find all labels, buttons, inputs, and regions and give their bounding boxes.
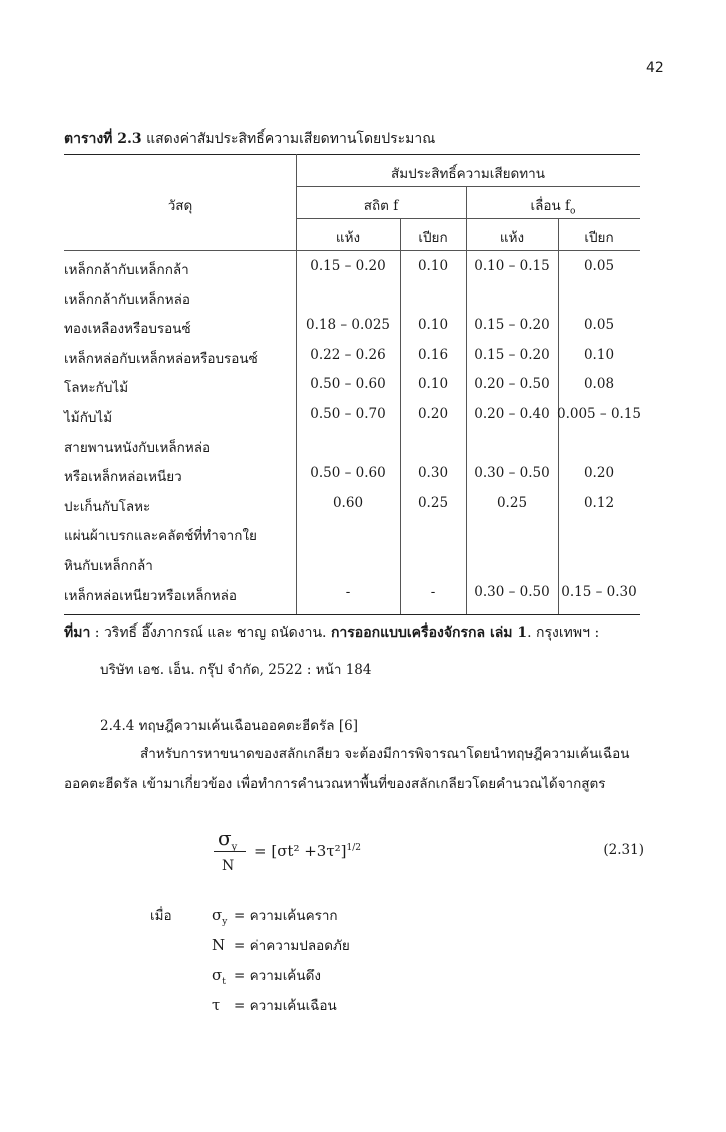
where-label: เมื่อ <box>150 908 172 924</box>
formula-numerator <box>218 826 237 853</box>
material-cell: หินกับเหล็กกล้า <box>64 558 153 574</box>
static-dry-cell: 0.50 – 0.60 <box>310 376 386 393</box>
material-cell: หรือเหล็กหล่อเหนียว <box>64 469 182 486</box>
table-source <box>64 622 599 644</box>
header-sliding-subscript: o <box>570 206 576 217</box>
formula-2-31 <box>214 826 644 882</box>
table-caption-text: แสดงค่าสัมประสิทธิ์ความเสียดทานโดยประมาณ <box>146 131 436 147</box>
sliding-dry-cell: 0.20 – 0.40 <box>474 406 550 422</box>
header-coefficient-group: สัมประสิทธิ์ความเสียดทาน <box>391 166 545 182</box>
header-sub-rule <box>296 218 640 219</box>
definition-symbol-subscript: t <box>222 977 226 987</box>
definition-text: = ค่าความปลอดภัย <box>234 938 350 954</box>
sliding-dry-cell: 0.15 – 0.20 <box>474 346 550 363</box>
header-material: วัสดุ <box>167 198 193 214</box>
material-cell: โลหะกับไม้ <box>64 380 129 397</box>
table-caption <box>64 128 435 150</box>
header-static: สถิต f <box>363 198 399 214</box>
static-dry-cell: 0.18 – 0.025 <box>305 317 391 334</box>
header-group-rule <box>296 186 640 187</box>
sliding-dry-cell: 0.10 – 0.15 <box>474 258 550 274</box>
definition-symbol-char: N <box>212 936 226 954</box>
sliding-dry-cell: 0.30 – 0.50 <box>474 465 550 482</box>
definition-symbol <box>212 906 234 927</box>
material-cell: เหล็กกล้ากับเหล็กกล้า <box>64 262 189 278</box>
static-dry-cell: - <box>345 583 351 600</box>
header-static-dry: แห้ง <box>335 230 361 246</box>
static-dry-cell: 0.50 – 0.70 <box>310 406 386 422</box>
header-sliding-dry: แห้ง <box>499 230 525 246</box>
friction-coefficient-table <box>64 154 640 614</box>
definition-symbol <box>212 936 234 954</box>
material-cell: เหล็กหล่อกับเหล็กหล่อหรือบรอนซ์ <box>64 350 258 367</box>
header-sliding-wet: เปียก <box>584 230 614 246</box>
definition-row <box>212 994 337 1016</box>
header-sliding <box>531 194 576 217</box>
definition-symbol-char: σ <box>212 906 223 924</box>
formula-denominator: N <box>222 858 235 874</box>
static-dry-cell: 0.15 – 0.20 <box>310 258 386 274</box>
table-bottom-rule <box>64 614 640 615</box>
header-sliding-text: เลื่อน f <box>530 198 571 214</box>
definition-symbol <box>212 966 234 987</box>
static-wet-cell: 0.25 <box>417 494 449 511</box>
header-bottom-rule <box>64 250 640 251</box>
definition-symbol <box>212 996 234 1014</box>
definition-text: = ความเค้นเฉือน <box>234 998 337 1014</box>
paragraph-line-1: สำหรับการหาขนาดของสลักเกลียว จะต้องมีการพิจารณาโดยนำทฤษฎีความเค้นเฉือน <box>140 746 630 762</box>
source-title: การออกแบบเครื่องจักรกล เล่ม 1 <box>330 625 528 641</box>
sliding-dry-cell: 0.15 – 0.20 <box>474 317 550 334</box>
formula-rhs <box>254 842 361 860</box>
material-cell: เหล็กกล้ากับเหล็กหล่อ <box>64 291 190 308</box>
static-wet-cell: 0.20 <box>417 406 449 422</box>
static-dry-cell: 0.22 – 0.26 <box>310 346 386 363</box>
source-place: . กรุงเทพฯ : <box>527 625 600 641</box>
material-cell: เหล็กหล่อเหนียวหรือเหล็กหล่อ <box>64 587 237 604</box>
section-heading: 2.4.4 ทฤษฎีความเค้นเฉือนออคตะฮีดรัล [6] <box>100 718 358 734</box>
paragraph-line-2: ออคตะฮีดรัล เข้ามาเกี่ยวข้อง เพื่อทำการคำนวณหาพื้นที่ของสลักเกลียวโดยคำนวณได้จากสูตร <box>64 776 606 792</box>
sliding-dry-cell: 0.25 <box>496 494 528 511</box>
sliding-wet-cell: 0.20 <box>583 465 615 482</box>
static-dry-cell: 0.60 <box>332 494 364 511</box>
formula-numerator-symbol: σ <box>218 826 232 850</box>
static-wet-cell: 0.16 <box>417 346 449 363</box>
static-wet-cell: 0.10 <box>417 317 449 334</box>
definition-text: = ความเค้นคราก <box>234 908 338 924</box>
equation-number: (2.31) <box>603 842 644 858</box>
column-divider <box>400 218 401 614</box>
column-divider <box>466 186 467 614</box>
definition-row <box>212 964 321 987</box>
static-dry-cell: 0.50 – 0.60 <box>310 465 386 482</box>
definition-row <box>212 934 350 956</box>
sliding-dry-cell: 0.20 – 0.50 <box>474 376 550 393</box>
sliding-wet-cell: 0.10 <box>583 346 615 363</box>
source-authors: : วริทธิ์ อึ๊งภากรณ์ และ ชาญ ถนัดงาน. <box>90 625 331 641</box>
sliding-wet-cell: 0.15 – 0.30 <box>561 583 637 600</box>
static-wet-cell: 0.30 <box>417 465 449 482</box>
static-wet-cell: - <box>430 583 436 600</box>
sliding-wet-cell: 0.12 <box>583 494 615 511</box>
material-cell: แผ่นผ้าเบรกและคลัตช์ที่ทำจากใย <box>64 528 257 545</box>
definition-symbol-char: τ <box>212 996 221 1014</box>
sliding-wet-cell: 0.05 <box>583 317 615 334</box>
table-caption-label: ตารางที่ 2.3 <box>64 131 142 147</box>
sliding-wet-cell: 0.05 <box>583 258 615 274</box>
definition-symbol-char: σ <box>212 966 223 984</box>
source-label: ที่มา <box>64 625 91 641</box>
source-publisher: บริษัท เอช. เอ็น. กรุ๊ป จำกัด, 2522 : หน้า 184 <box>100 662 372 678</box>
static-wet-cell: 0.10 <box>417 376 449 393</box>
formula-rhs-expression: = [σt² +3τ²] <box>254 842 347 860</box>
sliding-wet-cell: 0.08 <box>583 376 615 393</box>
fraction-bar <box>214 851 246 852</box>
material-cell: ไม้กับไม้ <box>64 410 113 426</box>
material-cell: ปะเก็นกับโลหะ <box>64 498 151 515</box>
definition-text: = ความเค้นดึง <box>234 968 321 984</box>
definition-row <box>212 904 338 927</box>
table-top-rule <box>64 154 640 155</box>
formula-exponent: 1/2 <box>346 843 361 853</box>
material-cell: ทองเหลืองหรือบรอนซ์ <box>64 321 191 338</box>
formula-numerator-subscript: y <box>231 842 238 853</box>
header-static-wet: เปียก <box>418 230 448 246</box>
sliding-dry-cell: 0.30 – 0.50 <box>474 583 550 600</box>
sliding-wet-cell: 0.005 – 0.15 <box>556 406 642 422</box>
material-cell: สายพานหนังกับเหล็กหล่อ <box>64 439 211 456</box>
column-divider <box>296 154 297 614</box>
page-number: 42 <box>646 60 664 76</box>
definition-symbol-subscript: y <box>222 917 228 927</box>
static-wet-cell: 0.10 <box>417 258 449 274</box>
